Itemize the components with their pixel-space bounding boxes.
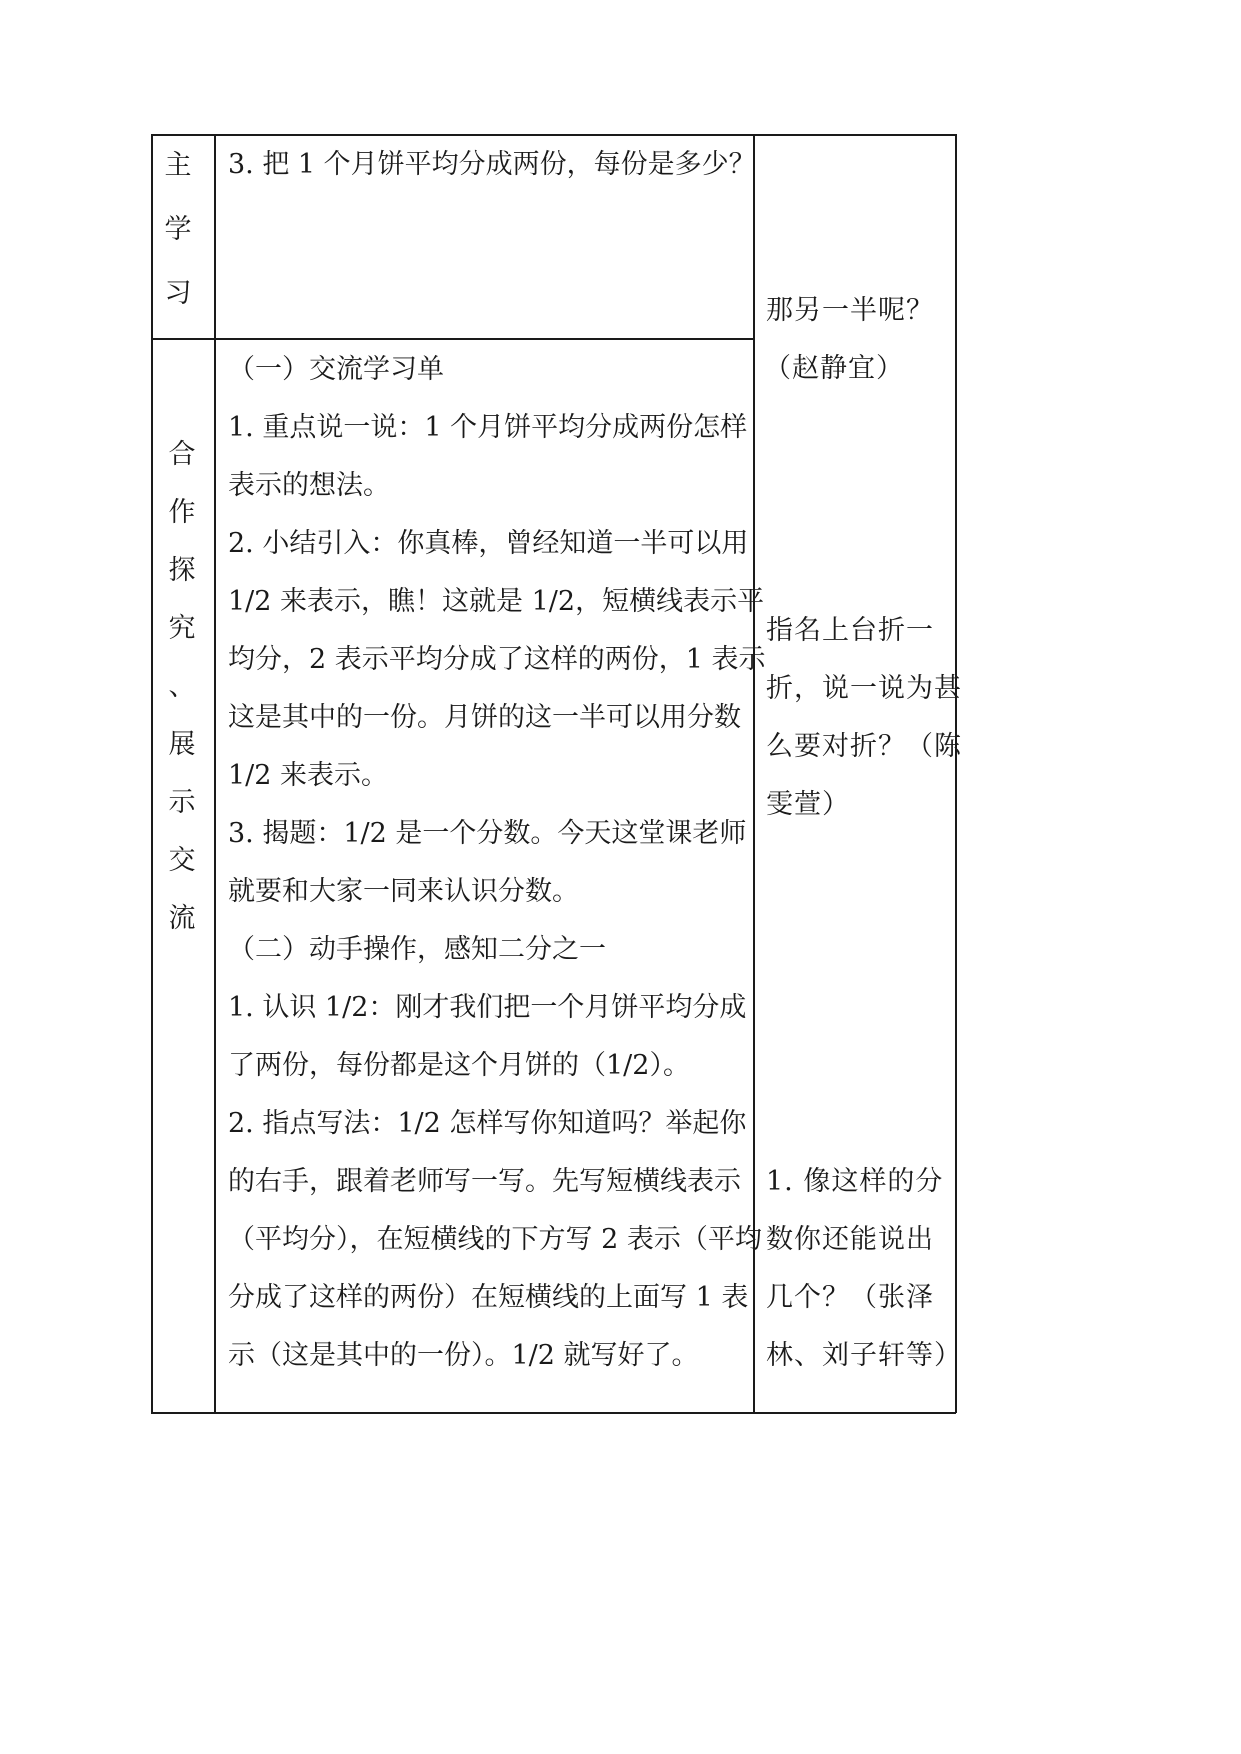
label-char: 合 bbox=[168, 439, 196, 470]
note-line: 林、刘子轩等） bbox=[766, 1340, 962, 1371]
content-line: 了两份，每份都是这个月饼的（1/2）。 bbox=[228, 1050, 690, 1081]
label-char: 展 bbox=[168, 729, 196, 760]
content-line: （平均分），在短横线的下方写 2 表示（平均 bbox=[228, 1224, 762, 1255]
note-line: 1. 像这样的分 bbox=[766, 1166, 944, 1197]
note-line: （赵静宜） bbox=[764, 353, 904, 384]
label-char: 究 bbox=[168, 613, 196, 644]
content-line: 的右手，跟着老师写一写。先写短横线表示 bbox=[228, 1166, 741, 1197]
content-line: （二）动手操作，感知二分之一 bbox=[228, 934, 606, 965]
content-line: 3. 把 1 个月饼平均分成两份，每份是多少？ bbox=[228, 149, 756, 180]
row-divider bbox=[151, 338, 754, 340]
row-label-cooperative-inquiry bbox=[162, 426, 202, 948]
content-line: 1/2 来表示。 bbox=[228, 760, 389, 791]
content-line: 示（这是其中的一份）。1/2 就写好了。 bbox=[228, 1340, 699, 1371]
label-char: 学 bbox=[164, 214, 192, 245]
content-line: 1. 认识 1/2：刚才我们把一个月饼平均分成 bbox=[228, 992, 747, 1023]
label-char: 探 bbox=[168, 555, 196, 586]
label-char: 交 bbox=[168, 845, 196, 876]
note-line: 那另一半呢？ bbox=[766, 295, 934, 326]
note-line: 么要对折？（陈 bbox=[766, 731, 962, 762]
content-line: （一）交流学习单 bbox=[228, 354, 444, 385]
content-line: 2. 指点写法：1/2 怎样写你知道吗？举起你 bbox=[228, 1108, 747, 1139]
table-left-border bbox=[151, 134, 153, 1413]
content-line: 1/2 来表示，瞧！这就是 1/2，短横线表示平 bbox=[228, 586, 765, 617]
content-line: 分成了这样的两份）在短横线的上面写 1 表 bbox=[228, 1282, 749, 1313]
label-char: 作 bbox=[168, 497, 196, 528]
note-line: 几个？（张泽 bbox=[766, 1282, 934, 1313]
note-line: 指名上台折一 bbox=[766, 615, 934, 646]
table-bottom-border bbox=[151, 1412, 956, 1414]
note-line: 数你还能说出 bbox=[766, 1224, 934, 1255]
content-line: 1. 重点说一说：1 个月饼平均分成两份怎样 bbox=[228, 412, 748, 443]
content-line: 2. 小结引入：你真棒，曾经知道一半可以用 bbox=[228, 528, 749, 559]
table-top-border bbox=[151, 134, 956, 136]
row-label-self-study bbox=[158, 134, 198, 326]
label-char: 流 bbox=[168, 903, 196, 934]
note-line: 折，说一说为甚 bbox=[766, 673, 962, 704]
label-char: 示 bbox=[168, 787, 196, 818]
table-right-border bbox=[955, 134, 957, 1413]
content-line: 3. 揭题：1/2 是一个分数。今天这堂课老师 bbox=[228, 818, 747, 849]
label-char: 习 bbox=[164, 278, 192, 309]
content-line: 均分，2 表示平均分成了这样的两份，1 表示 bbox=[228, 644, 766, 675]
label-column-divider bbox=[214, 134, 216, 1413]
content-line: 就要和大家一同来认识分数。 bbox=[228, 876, 579, 907]
note-line: 雯萱） bbox=[766, 789, 850, 820]
content-line: 这是其中的一份。月饼的这一半可以用分数 bbox=[228, 702, 741, 733]
content-line: 表示的想法。 bbox=[228, 470, 390, 501]
label-char: 主 bbox=[164, 150, 192, 181]
label-char: 、 bbox=[168, 671, 196, 702]
